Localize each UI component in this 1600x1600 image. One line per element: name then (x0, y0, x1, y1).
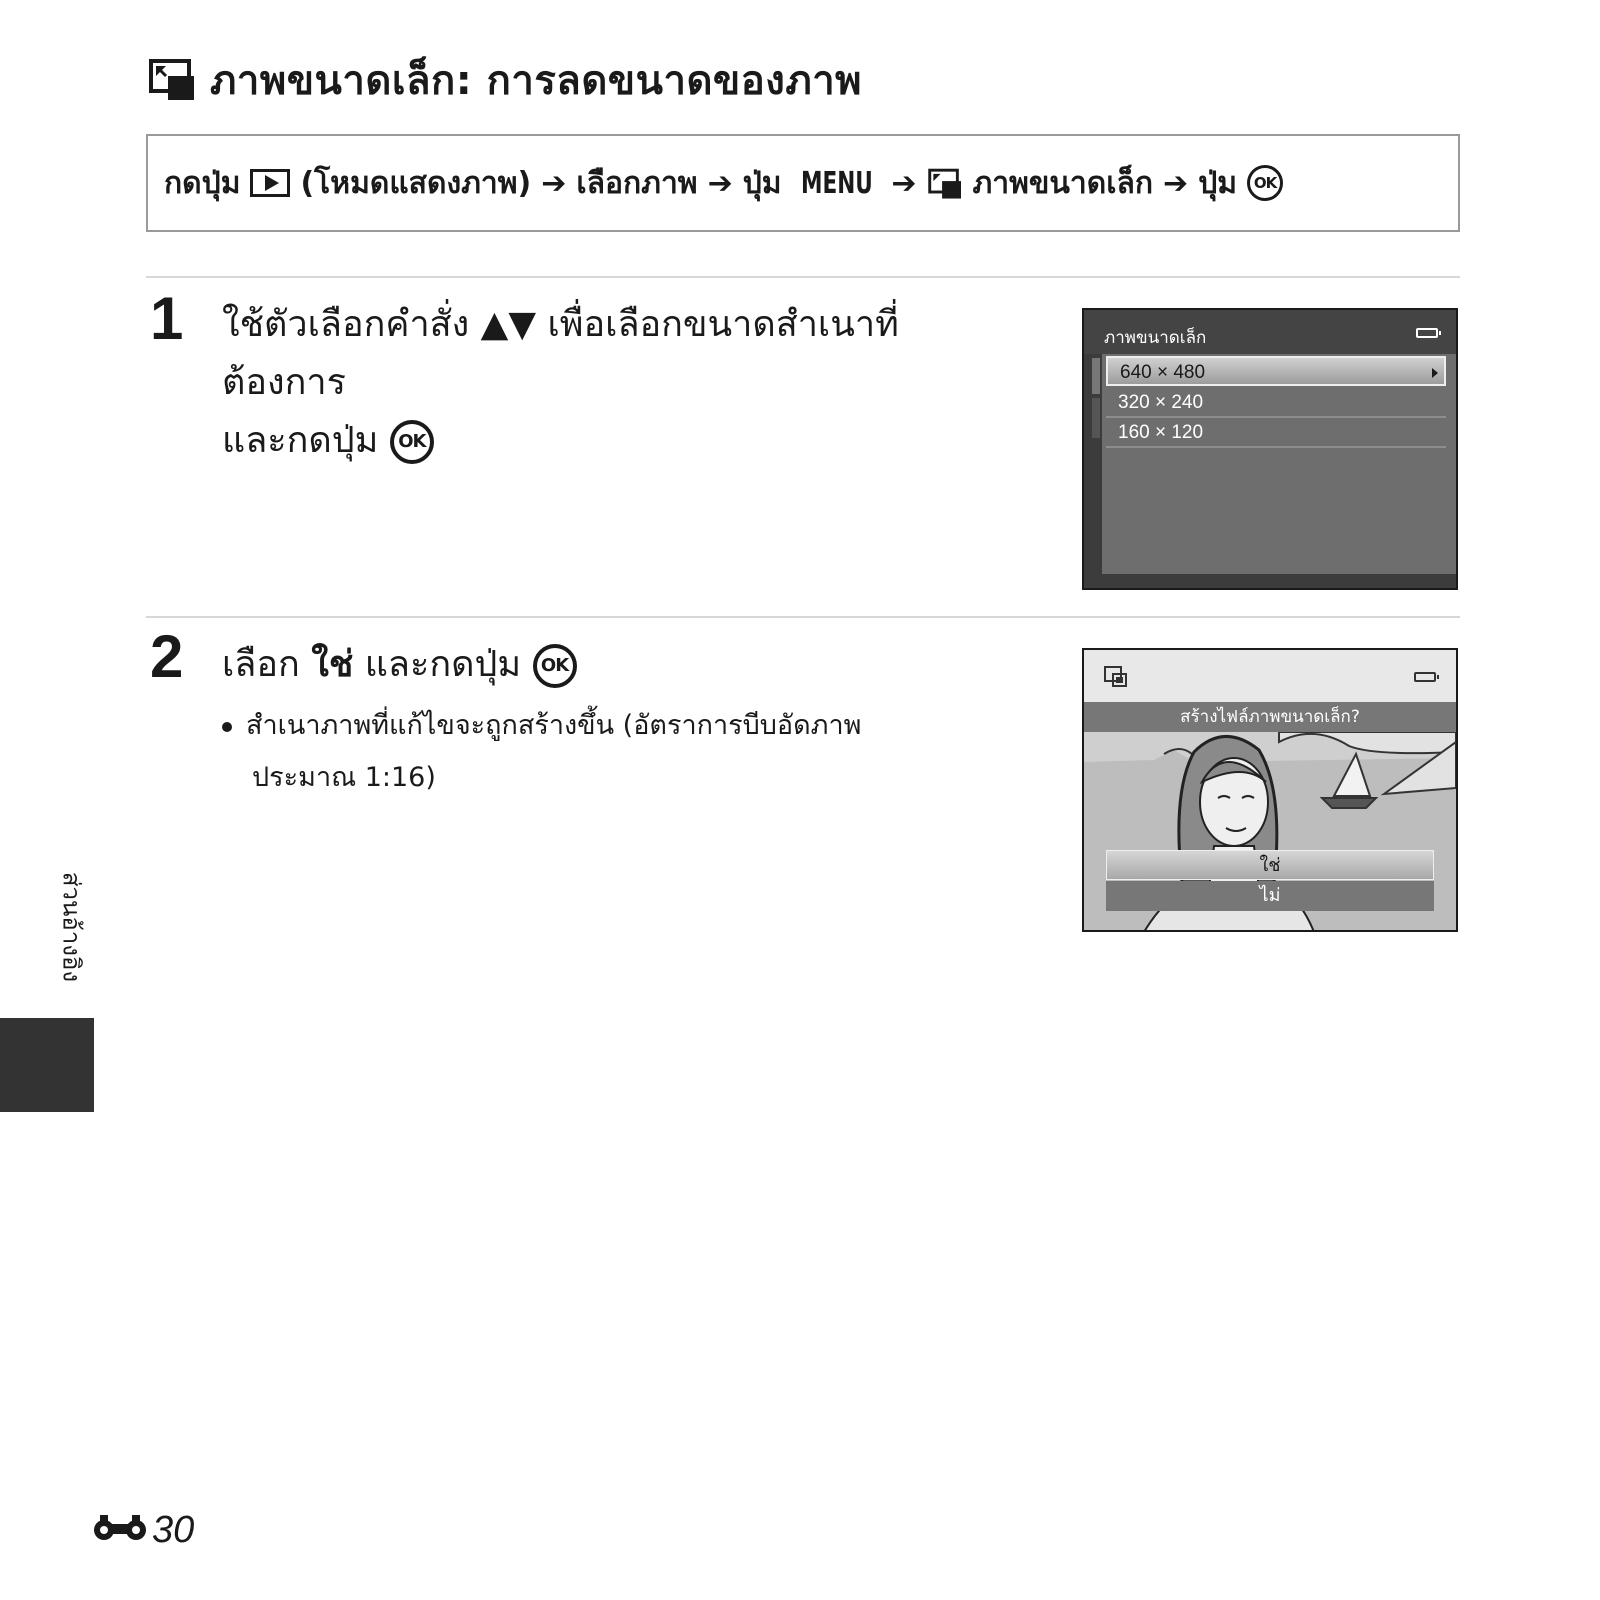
right-triangle-icon (1432, 368, 1438, 378)
step-2-bullet (222, 700, 1022, 804)
create-small-picture-prompt: สร้างไฟล์ภาพขนาดเล็ก? (1084, 702, 1456, 732)
small-picture-icon (148, 58, 196, 102)
ok-button-icon: OK (390, 420, 434, 464)
nav-button-word: ปุ่ม (742, 165, 782, 201)
nav-select-image-label: เลือกภาพ (576, 165, 698, 201)
step-2-rest: และกดปุ่ม (364, 644, 522, 685)
page-number: 30 (152, 1508, 195, 1551)
battery-icon (1414, 672, 1436, 682)
step-2-yes-word: ใช่ (311, 644, 354, 685)
right-arrow-icon: ➔ (1163, 165, 1189, 201)
divider (146, 276, 1460, 278)
step-1-line-1: ใช้ตัวเลือกคำสั่ง ▲▼ เพื่อเลือกขนาดสำเนาที่ต้องการ (222, 304, 899, 403)
size-option-160x120[interactable]: 160 × 120 (1106, 418, 1446, 448)
ok-button-icon: OK (533, 644, 577, 688)
page-footer (92, 1508, 194, 1552)
bullet-line-2: ประมาณ 1:16) (252, 762, 436, 793)
menu-path-box (146, 134, 1460, 232)
screen-header-title: ภาพขนาดเล็ก (1104, 328, 1207, 348)
screen-header (1084, 310, 1456, 354)
bullet-line-1-text: สำเนาภาพที่แก้ไขจะถูกสร้างขึ้น (อัตราการบีบอัดภาพ (246, 710, 862, 741)
camera-screen-size-menu (1082, 308, 1458, 590)
page-title (148, 52, 862, 108)
nav-press-label: กดปุ่ม (164, 165, 241, 201)
size-option-640x480[interactable] (1106, 356, 1446, 386)
menu-tab-bar (1084, 354, 1102, 586)
battery-icon (1416, 328, 1438, 338)
step-2-number: 2 (150, 623, 184, 690)
screen-status-bar (1084, 650, 1456, 702)
size-option-320x240[interactable]: 320 × 240 (1106, 388, 1446, 418)
small-picture-icon (1104, 666, 1128, 692)
step-2-text (222, 636, 1022, 694)
small-picture-icon (927, 166, 963, 201)
nav-small-picture-label: ภาพขนาดเล็ก (972, 165, 1154, 201)
step-1-line-2 (222, 412, 1022, 470)
menu-tab-indicator (1092, 398, 1100, 438)
step-1-text (222, 296, 1022, 470)
right-arrow-icon: ➔ (891, 165, 917, 201)
title-text: ภาพขนาดเล็ก: การลดขนาดของภาพ (210, 58, 863, 104)
step-2-select: เลือก (222, 644, 300, 685)
nav-button-word-2: ปุ่ม (1198, 165, 1238, 201)
size-option-label: 640 × 480 (1120, 362, 1206, 383)
bullet-dot (222, 722, 232, 732)
reference-section-icon (92, 1513, 150, 1547)
bullet-line-1 (222, 700, 1022, 752)
step-1-number: 1 (150, 285, 184, 352)
right-arrow-icon: ➔ (707, 165, 733, 201)
section-side-label-text: ส่วนอ้างอิง (57, 871, 86, 983)
divider (146, 616, 1460, 618)
no-option[interactable]: ไม่ (1106, 881, 1434, 911)
section-side-label (30, 862, 114, 992)
nav-playback-mode-label: (โหมดแสดงภาพ) (300, 165, 532, 201)
right-arrow-icon: ➔ (541, 165, 567, 201)
step-1-line-2-text: และกดปุ่ม (222, 420, 379, 461)
menu-tab-indicator (1092, 358, 1100, 394)
screen-footer-bar (1084, 574, 1456, 588)
yes-option[interactable]: ใช่ (1106, 850, 1434, 880)
camera-screen-confirm (1082, 648, 1458, 932)
section-side-tab (0, 1018, 94, 1112)
ok-button-icon: OK (1247, 165, 1283, 201)
playback-button-icon (250, 169, 290, 197)
menu-button-label: MENU (800, 165, 873, 201)
